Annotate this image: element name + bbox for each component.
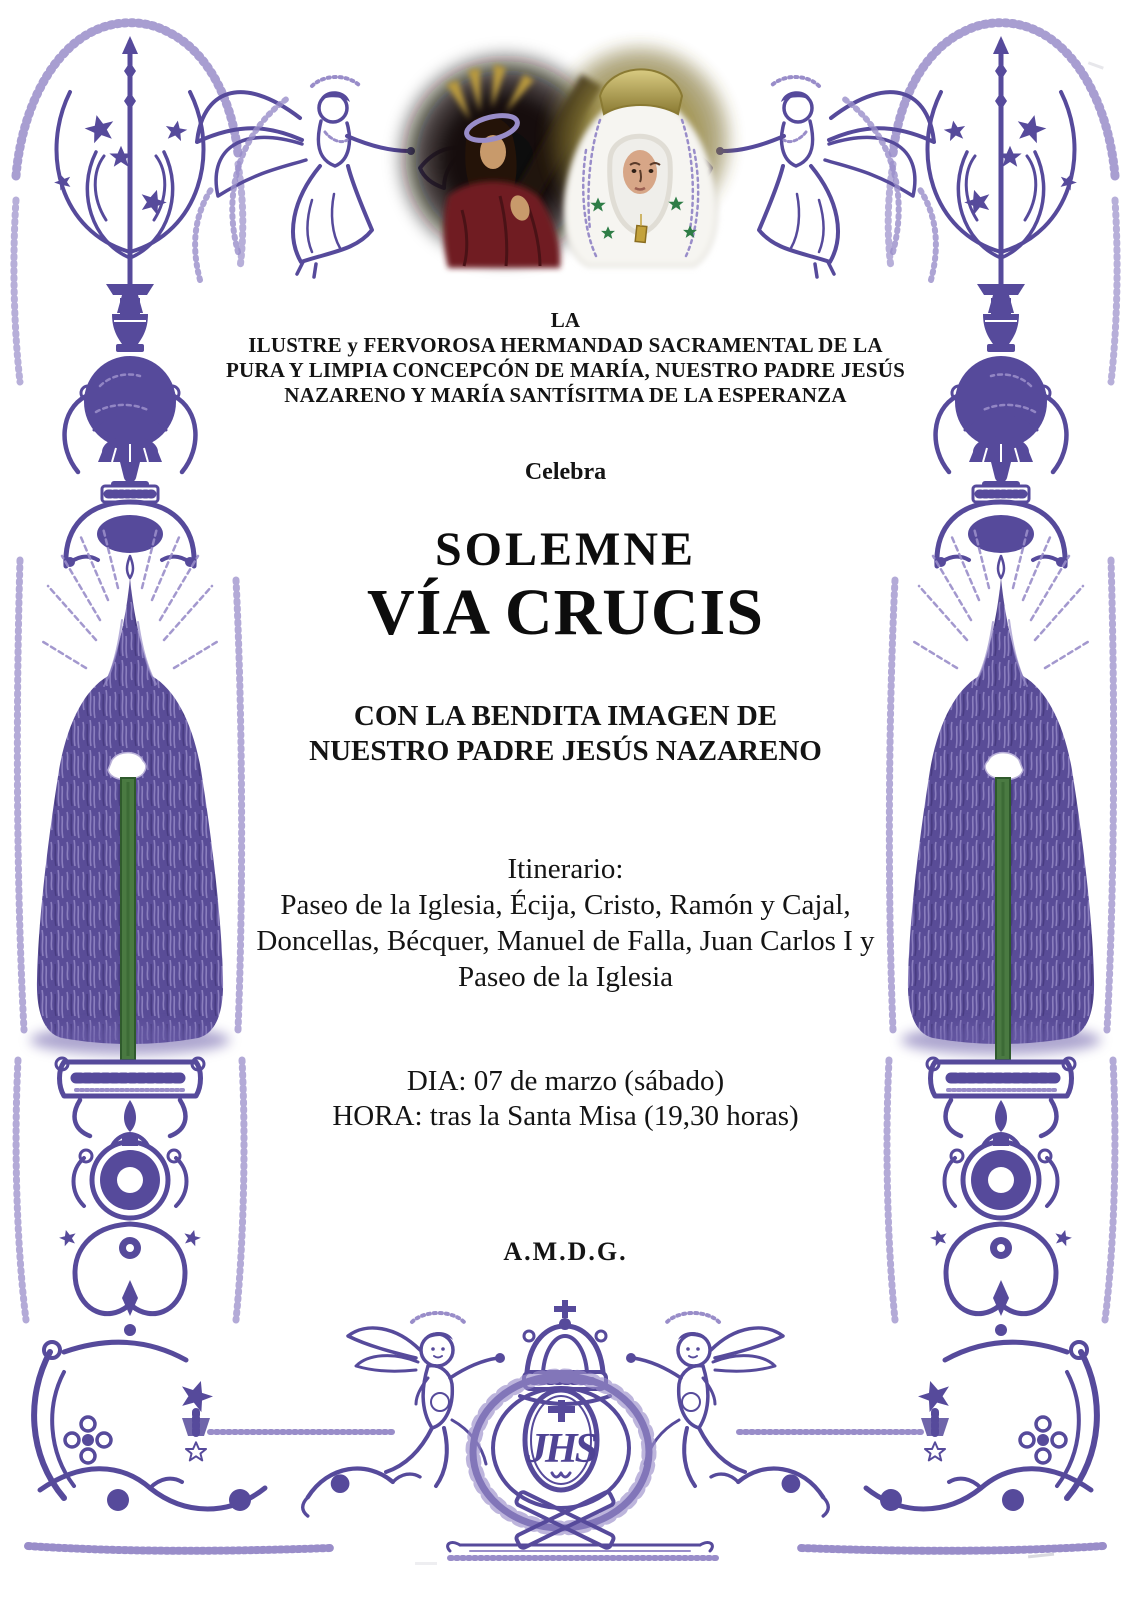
title-via-crucis: VÍA CRUCIS	[367, 576, 764, 649]
itinerary-line: Paseo de la Iglesia	[457, 961, 673, 993]
amdg-label: A.M.D.G.	[503, 1237, 628, 1266]
bottom-left-border	[28, 1313, 505, 1551]
header-line: ILUSTRE y FERVOROSA HERMANDAD SACRAMENTAL DE LA	[248, 333, 883, 357]
right-penitent-column	[887, 298, 1115, 1336]
subtitle-line: CON LA BENDITA IMAGEN DE	[353, 700, 778, 732]
schedule-hora: HORA: tras la Santa Misa (19,30 horas)	[332, 1100, 799, 1132]
header-line: PURA Y LIMPIA CONCEPCÓN DE MARÍA, NUESTRO PADRE JESÚS	[226, 358, 905, 382]
bottom-right-border	[626, 1313, 1103, 1551]
top-left-corner-ornament	[14, 23, 468, 382]
itinerary-line: Doncellas, Bécquer, Manuel de Falla, Juan Carlos I y	[256, 925, 875, 957]
header-line: NAZARENO Y MARÍA SANTÍSITMA DE LA ESPERANZA	[284, 383, 847, 407]
schedule-dia: DIA: 07 de marzo (sábado)	[406, 1065, 725, 1097]
header-line: LA	[550, 308, 581, 332]
virgen-esperanza-photo	[542, 38, 738, 266]
top-right-corner-ornament	[663, 23, 1117, 382]
photo-montage	[391, 38, 738, 270]
left-penitent-column	[16, 298, 244, 1336]
title-solemne: SOLEMNE	[434, 523, 697, 576]
itinerary-label: Itinerario:	[507, 853, 624, 885]
jhs-monogram: JHS	[526, 1426, 596, 1472]
itinerary-line: Paseo de la Iglesia, Écija, Cristo, Ramón y Cajal,	[280, 889, 851, 921]
celebra-label: Celebra	[524, 459, 607, 485]
subtitle-line: NUESTRO PADRE JESÚS NAZARENO	[309, 735, 822, 767]
